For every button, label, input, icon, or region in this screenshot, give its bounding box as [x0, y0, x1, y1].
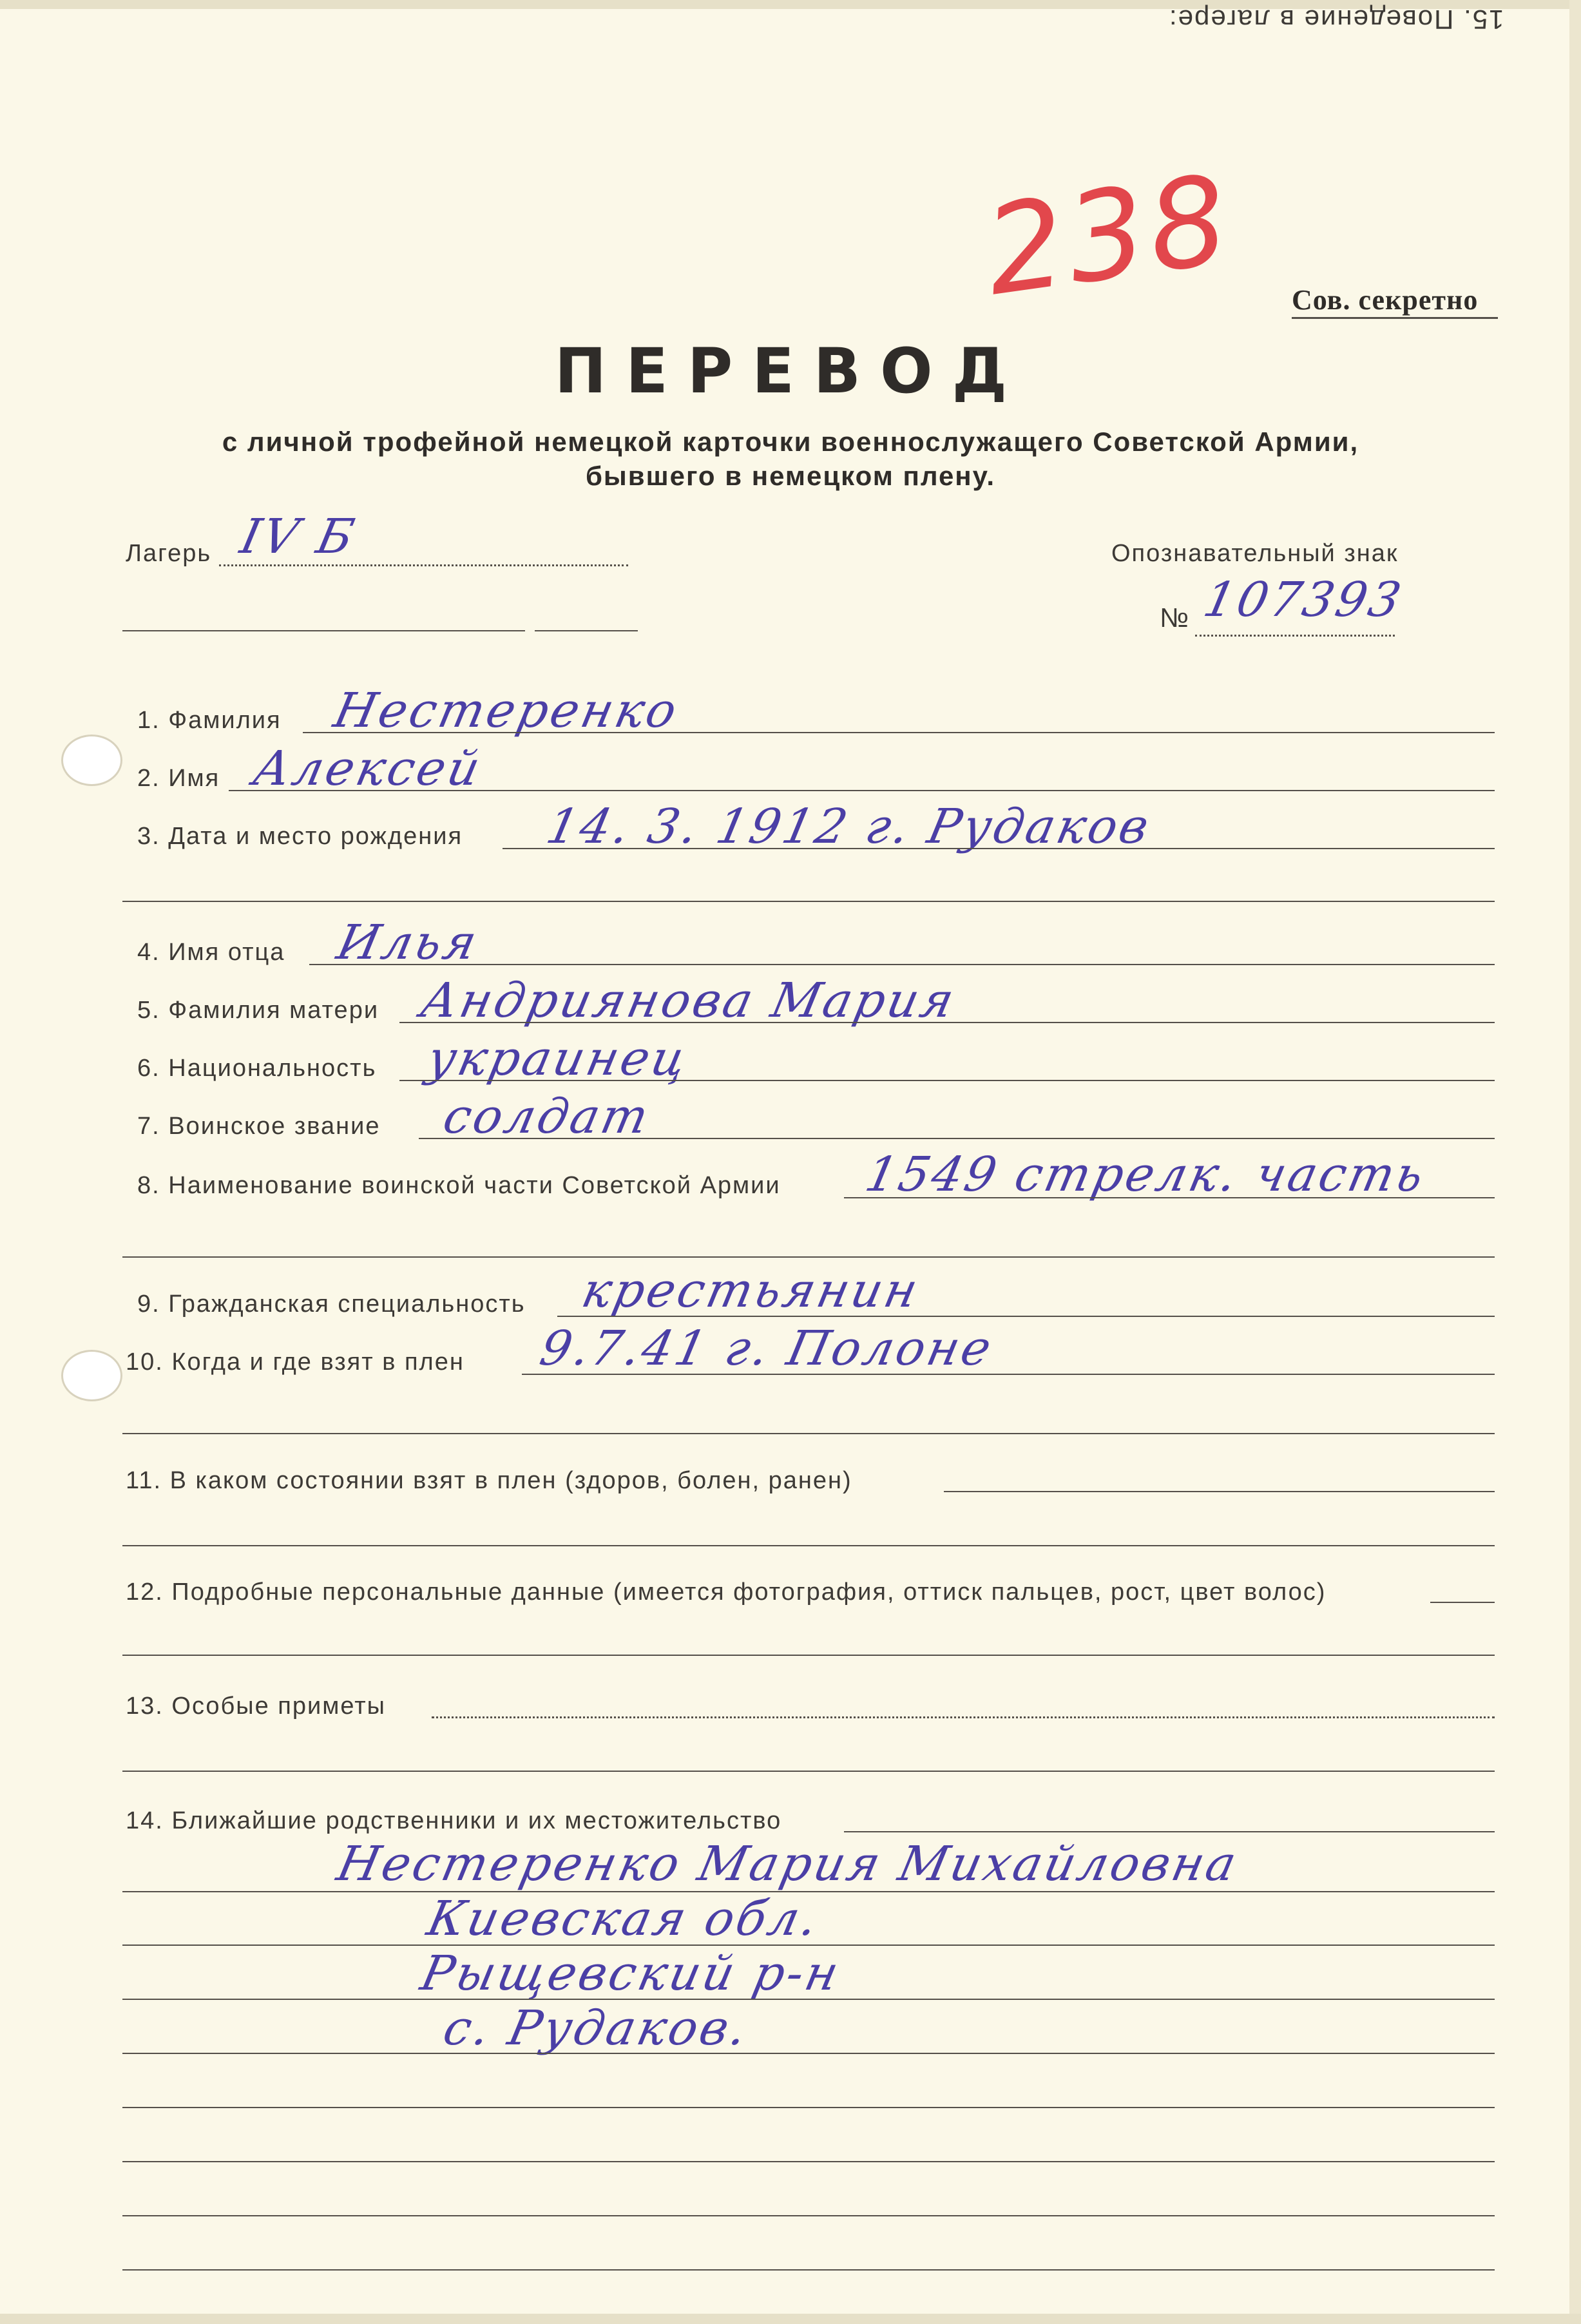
field-10-line: [522, 1374, 1495, 1375]
ident-line: [1195, 635, 1395, 637]
relatives-rule-4: [122, 2053, 1495, 2054]
field-2-label: 2. Имя: [137, 765, 220, 792]
relatives-line-3: Рыщевский р-н: [416, 1946, 846, 2001]
field-4-line: [309, 964, 1495, 965]
field-8-line-extra: [122, 1256, 1495, 1258]
field-10-value: 9.7.41 г. Полоне: [535, 1321, 999, 1376]
camp-label: Лагерь: [126, 540, 212, 567]
relatives-rule-5: [122, 2107, 1495, 2108]
camp-line: [219, 564, 628, 566]
punch-hole-top: [61, 735, 122, 786]
camp-line-extra-2: [535, 630, 638, 631]
field-3-line: [503, 848, 1495, 849]
field-2-value: Алексей: [248, 741, 488, 796]
field-9-line: [557, 1316, 1495, 1317]
field-13-line: [432, 1716, 1495, 1718]
ident-value: 107393: [1198, 572, 1408, 628]
field-5-line: [399, 1022, 1495, 1023]
relatives-rule-3: [122, 1999, 1495, 2000]
field-14-line: [844, 1831, 1495, 1832]
field-10-line-extra: [122, 1433, 1495, 1434]
field-7-label: 7. Воинское звание: [137, 1113, 381, 1140]
field-4-value: Илья: [332, 915, 484, 970]
secrecy-mark: Сов. секретно: [1292, 284, 1479, 316]
camp-value: IV Б: [235, 509, 361, 564]
field-4-label: 4. Имя отца: [137, 939, 285, 966]
ident-number-prefix: №: [1160, 602, 1191, 633]
field-12-line: [1430, 1602, 1495, 1603]
field-7-value: солдат: [438, 1089, 656, 1144]
field-10-label: 10. Когда и где взят в плен: [126, 1349, 465, 1376]
red-handwritten-number: 238: [977, 148, 1240, 323]
field-13-line-extra: [122, 1771, 1495, 1772]
subtitle-line-1: с личной трофейной немецкой карточки военнослужащего Советской Армии,: [222, 427, 1359, 457]
rotated-header-line: 15. Поведение в лагере:: [1167, 5, 1504, 35]
field-7-line: [419, 1138, 1495, 1139]
field-11-line-extra: [122, 1545, 1495, 1546]
field-3-line-extra: [122, 901, 1495, 902]
field-8-line: [844, 1197, 1495, 1198]
field-8-value: 1549 стрелк. часть: [860, 1147, 1432, 1202]
relatives-line-4: с. Рудаков.: [438, 2001, 754, 2056]
field-3-value: 14. 3. 1912 г. Рудаков: [541, 799, 1156, 854]
field-6-line: [399, 1080, 1495, 1081]
relatives-line-2: Киевская обл.: [422, 1891, 825, 1946]
punch-hole-bottom: [61, 1350, 122, 1401]
field-14-label: 14. Ближайшие родственники и их местожительство: [126, 1807, 782, 1834]
field-1-line: [303, 732, 1495, 733]
field-5-value: Андриянова Мария: [416, 973, 961, 1028]
secrecy-underline: [1292, 317, 1498, 319]
field-8-label: 8. Наименование воинской части Советской Армии: [137, 1172, 781, 1199]
field-6-value: украинец: [422, 1031, 694, 1086]
field-11-line: [944, 1491, 1495, 1492]
subtitle-line-2: бывшего в немецком плену.: [585, 461, 996, 491]
field-12-label: 12. Подробные персональные данные (имеется фотография, оттиск пальцев, рост, цвет волос): [126, 1579, 1327, 1606]
document-title: ПЕРЕВОД: [554, 335, 1027, 407]
paper-edge-bottom: [0, 2314, 1581, 2324]
field-3-label: 3. Дата и место рождения: [137, 823, 463, 850]
field-1-value: Нестеренко: [329, 683, 684, 738]
field-13-label: 13. Особые приметы: [126, 1693, 386, 1720]
field-9-value: крестьянин: [577, 1263, 925, 1318]
field-1-label: 1. Фамилия: [137, 707, 282, 734]
relatives-rule-7: [122, 2215, 1495, 2216]
relatives-rule-6: [122, 2161, 1495, 2162]
field-9-label: 9. Гражданская специальность: [137, 1291, 526, 1318]
camp-line-extra-1: [122, 630, 525, 631]
relatives-rule-8: [122, 2269, 1495, 2271]
field-6-label: 6. Национальность: [137, 1055, 377, 1082]
field-12-line-extra: [122, 1655, 1495, 1656]
field-11-label: 11. В каком состоянии взят в плен (здоров, болен, ранен): [126, 1467, 852, 1494]
field-2-line: [229, 790, 1495, 791]
ident-label: Опознавательный знак: [1111, 540, 1399, 567]
relatives-line-1: Нестеренко Мария Михайловна: [332, 1836, 1244, 1892]
field-5-label: 5. Фамилия матери: [137, 997, 379, 1024]
